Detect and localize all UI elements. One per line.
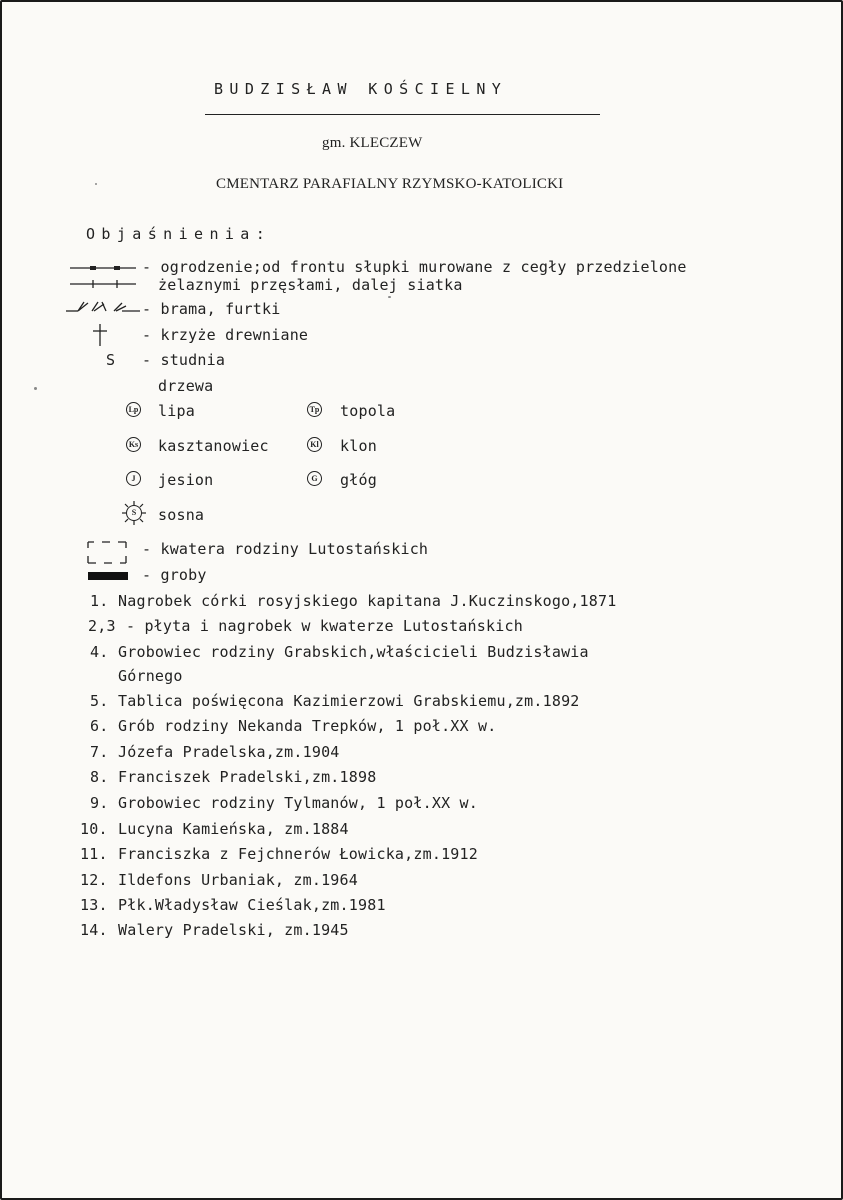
tree-label-sosna: sosna <box>158 506 205 524</box>
page-title: CMENTARZ PARAFIALNY RZYMSKO-KATOLICKI <box>216 176 564 192</box>
tree-label-kasztanowiec: kasztanowiec <box>158 437 269 455</box>
klon-icon: Kl <box>307 437 322 452</box>
topola-icon: Tp <box>307 402 322 417</box>
family-plot-icon <box>86 540 130 566</box>
legend-family-plot: - kwatera rodziny Lutostańskich <box>142 540 429 558</box>
entry-13-number: 13. <box>80 896 108 914</box>
entry-8-number: 8. <box>90 768 109 786</box>
legend-crosses: - krzyże drewniane <box>142 326 309 344</box>
entry-4-text: Grobowiec rodziny Grabskich,właścicieli Budzisławia <box>118 643 589 661</box>
entry-14-number: 14. <box>80 921 108 939</box>
sosna-icon <box>121 500 147 526</box>
entry-1-text: Nagrobek córki rosyjskiego kapitana J.Kuczinskogo,1871 <box>118 592 617 610</box>
paper-speck <box>95 183 97 185</box>
legend-fence-line1: - ogrodzenie;od frontu słupki murowane z cegły przedzielone <box>142 258 687 276</box>
entry-7-text: Józefa Pradelska,zm.1904 <box>118 743 340 761</box>
jesion-icon: J <box>126 471 141 486</box>
paper-speck <box>34 387 37 390</box>
entry-6-number: 6. <box>90 717 109 735</box>
legend-graves: - groby <box>142 566 207 584</box>
entry-11-number: 11. <box>80 845 108 863</box>
entry-14-text: Walery Pradelski, zm.1945 <box>118 921 349 939</box>
entry-2-text: - płyta i nagrobek w kwaterze Lutostańskich <box>126 617 523 635</box>
gate-icon <box>64 298 144 320</box>
entry-4-text-cont: Górnego <box>118 667 183 685</box>
entry-13-text: Płk.Władysław Cieślak,zm.1981 <box>118 896 386 914</box>
entry-6-text: Grób rodziny Nekanda Trepków, 1 poł.XX w. <box>118 717 497 735</box>
cross-icon <box>90 322 110 348</box>
entry-5-text: Tablica poświęcona Kazimierzowi Grabskiemu,zm.1892 <box>118 692 580 710</box>
fence-icon <box>68 261 140 291</box>
legend-well: - studnia <box>142 351 226 369</box>
kasztanowiec-icon: Ks <box>126 437 141 452</box>
entry-12-text: Ildefons Urbaniak, zm.1964 <box>118 871 358 889</box>
entry-9-text: Grobowiec rodziny Tylmanów, 1 poł.XX w. <box>118 794 478 812</box>
legend-fence-line2: żelaznymi przęsłami, dalej siatka <box>158 276 463 294</box>
paper-speck <box>388 296 391 298</box>
entry-2-number: 2,3 <box>88 617 116 635</box>
tree-label-jesion: jesion <box>158 471 214 489</box>
legend-gate: - brama, furtki <box>142 300 281 318</box>
entry-11-text: Franciszka z Fejchnerów Łowicka,zm.1912 <box>118 845 478 863</box>
tree-label-lipa: lipa <box>158 402 195 420</box>
tree-label-topola: topola <box>340 402 396 420</box>
entry-5-number: 5. <box>90 692 109 710</box>
well-symbol: S <box>106 351 116 369</box>
entry-4-number: 4. <box>90 643 109 661</box>
legend-trees-heading: drzewa <box>158 377 214 395</box>
entry-12-number: 12. <box>80 871 108 889</box>
entry-10-number: 10. <box>80 820 108 838</box>
entry-1-number: 1. <box>90 592 109 610</box>
legend-heading: Objaśnienia: <box>86 225 272 243</box>
entry-7-number: 7. <box>90 743 109 761</box>
grave-icon <box>88 572 128 580</box>
tree-label-klon: klon <box>340 437 377 455</box>
commune-name: gm. KLECZEW <box>322 135 423 151</box>
glog-icon: G <box>307 471 322 486</box>
entry-9-number: 9. <box>90 794 109 812</box>
sosna-symbol: S <box>126 505 142 521</box>
author-name: BUDZISŁAW KOŚCIELNY <box>214 80 508 98</box>
entry-10-text: Lucyna Kamieńska, zm.1884 <box>118 820 349 838</box>
lipa-icon: Lp <box>126 402 141 417</box>
title-divider <box>205 114 600 115</box>
tree-label-glog: głóg <box>340 471 377 489</box>
entry-8-text: Franciszek Pradelski,zm.1898 <box>118 768 377 786</box>
